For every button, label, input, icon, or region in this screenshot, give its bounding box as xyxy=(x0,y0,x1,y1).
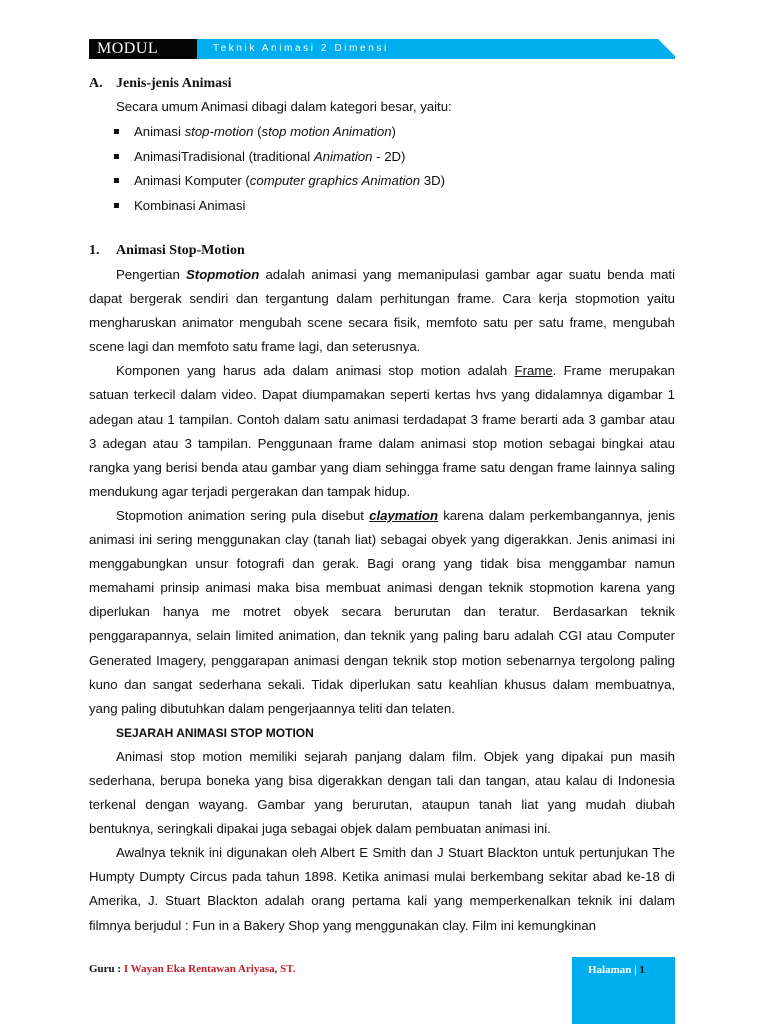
list-item xyxy=(114,148,445,173)
section-1-heading xyxy=(89,243,245,259)
page-label: Halaman xyxy=(588,964,632,976)
list-item-text: AnimasiTradisional (traditional xyxy=(134,148,314,164)
section-1-title: Animasi Stop-Motion xyxy=(116,243,245,258)
list-item-text: 3D) xyxy=(420,173,446,188)
term-frame: Frame xyxy=(514,363,553,379)
section-a-intro: Secara umum Animasi dibagi dalam kategori besar, yaitu: xyxy=(116,99,452,114)
page-header xyxy=(89,39,675,59)
subheading-history: SEJARAH ANIMASI STOP MOTION xyxy=(116,725,314,740)
list-item-text-italic: stop motion Animation xyxy=(261,124,392,139)
list-item-text: Kombinasi Animasi xyxy=(134,197,246,213)
paragraph-text: . Frame merupakan satuan terkecil dalam video. Dapat diumpamakan seperti kertas hvs yang didalamnya digambar 1 adegan atau 1 tampilan. Contoh dalam satu animasi terdadapat 3 frame berarti ada 3 gambar atau 3 adegan atau 3 tampilan. Penggunaan frame dalam animasi stop motion sebagai bingkai atau rangka yang berisi benda atau gambar yang diam sehingga frame satu dengan frame lainnya saling mendukung agar terjadi pergerakan dan tampak hidup. xyxy=(89,363,675,499)
paragraph-origin: Awalnya teknik ini digunakan oleh Albert E Smith dan J Stuart Blackton untuk pertunjukan The Humpty Dumpty Circus pada tahun 1898. Ketika animasi mulai berkembang sekitar abad ke-18 di Amerika, J. Stuart Blackton adalah orang pertama kali yang memperkenalkan teknik ini dalam filmnya berjudul : Fun in a Bakery Shop yang menggunakan clay. Film ini kemungkinan xyxy=(89,845,675,933)
page-footer xyxy=(89,963,296,975)
list-item-text: - 2D) xyxy=(372,148,406,164)
bullet-square-icon xyxy=(114,154,119,159)
section-a-title: Jenis-jenis Animasi xyxy=(116,76,232,91)
bullet-square-icon xyxy=(114,129,119,134)
module-label: MODUL xyxy=(89,39,197,59)
term-stopmotion: Stopmotion xyxy=(186,267,260,282)
list-item-text: Animasi Komputer ( xyxy=(134,173,250,188)
section-1-number: 1. xyxy=(89,243,100,258)
bullet-square-icon xyxy=(114,178,119,183)
list-item xyxy=(114,172,445,197)
paragraph-claymation xyxy=(89,504,675,721)
teacher-name: I Wayan Eka Rentawan Ariyasa, ST. xyxy=(123,963,296,975)
list-item-text-italic: computer graphics Animation xyxy=(249,173,421,188)
page-corner-fold xyxy=(658,39,675,56)
list-item xyxy=(114,197,445,222)
paragraph-text: Komponen yang harus ada dalam animasi stop motion adalah xyxy=(116,363,515,379)
paragraph-text: Stopmotion animation sering pula disebut xyxy=(116,507,370,523)
page-separator: | xyxy=(631,964,640,976)
bullet-square-icon xyxy=(114,203,119,208)
page-indicator xyxy=(588,964,645,976)
page-number: 1 xyxy=(639,964,645,976)
section-a-number: A. xyxy=(89,76,103,91)
list-item-text-italic: stop-motion xyxy=(184,124,254,139)
paragraph-history: Animasi stop motion memiliki sejarah panjang dalam film. Objek yang dipakai pun masih sederhana, berupa boneka yang bisa digerakkan dengan tali dan tangan, atau kalau di Indonesia terkenal dengan wayang. Gambar yang berurutan, ataupun tanah liat yang mudah diubah bentuknya, seringkali dipakai juga sebagai objek dalam pembuatan animasi ini. xyxy=(89,748,675,837)
animation-types-list xyxy=(114,123,445,221)
paragraph-stopmotion-definition xyxy=(89,263,675,359)
list-item-text: Animasi xyxy=(134,124,185,139)
paragraph-frame xyxy=(89,359,675,504)
teacher-label: Guru : xyxy=(89,963,124,975)
page-number-box xyxy=(572,957,675,1024)
list-item-text: ) xyxy=(391,124,396,139)
paragraph-text: karena dalam perkembangannya, jenis animasi ini sering menggunakan clay (tanah liat) sebagai obyek yang digerakkan. Jenis animasi ini menggabungkan unsur fotografi dan gerak. Bagi orang yang tidak bisa menggambar namun memahami prinsip animasi maka bisa membuat animasi dengan teknik stopmotion karena yang diperlukan hanya me motret obyek secara berurutan dan teratur. Berdasarkan teknik penggarapannya, selain limited animation, dan teknik yang paling baru adalah CGI atau Computer Generated Imagery, penggarapan animasi dengan teknik stop motion sebenarnya tergolong paling kuno dan sangat sederhana sekali. Tidak diperlukan satu keahlian khusus dalam membuatnya, yang paling dibutuhkan dalam pengerjaannya teliti dan telaten. xyxy=(89,507,675,716)
paragraph-text: adalah animasi yang memanipulasi gambar agar suatu benda mati dapat bergerak sendiri dan tergantung dalam perhitungan frame. Cara kerja stopmotion yaitu mengharuskan animator mengubah scene secara fisik, memfoto satu per satu frame, mengubah scene lagi dan memfoto satu frame lagi, dan seterusnya. xyxy=(89,267,676,355)
header-title-bar xyxy=(197,39,675,59)
section-a-heading xyxy=(89,76,232,92)
list-item-text: ( xyxy=(253,124,262,139)
term-claymation: claymation xyxy=(369,507,439,523)
header-title: Teknik Animasi 2 Dimensi xyxy=(213,43,389,54)
paragraph-text: Pengertian xyxy=(116,267,186,282)
list-item xyxy=(114,123,445,148)
section-1-body xyxy=(89,263,675,938)
list-item-text-italic: Animation xyxy=(313,148,373,164)
